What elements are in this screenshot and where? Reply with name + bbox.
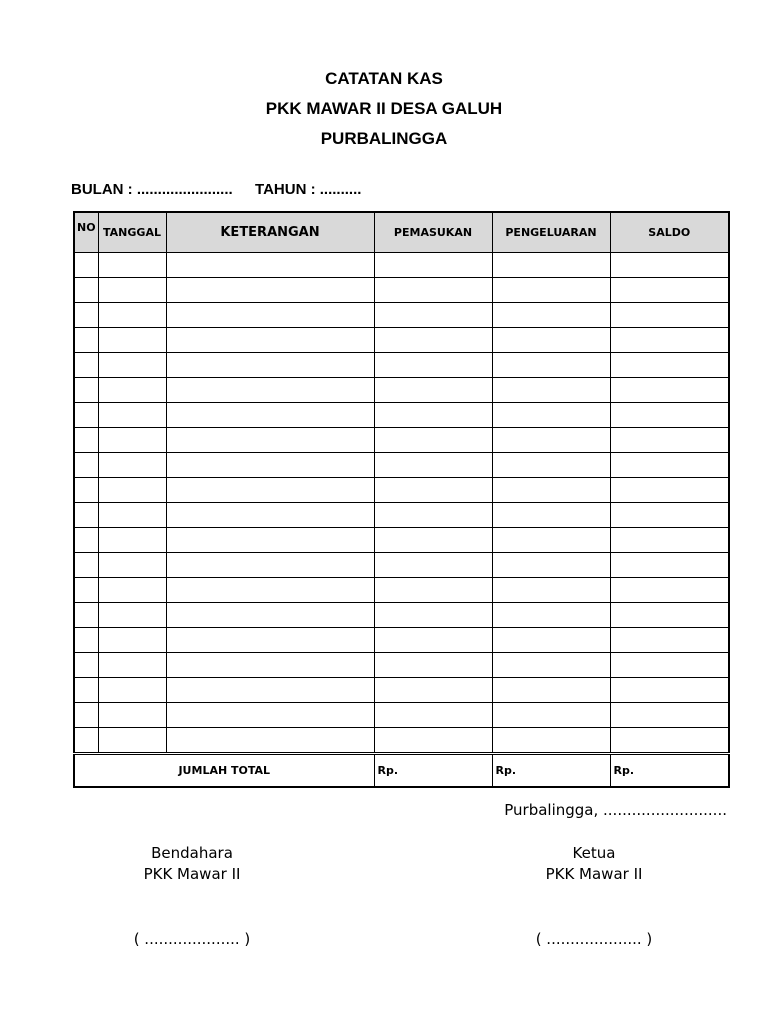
cell-keterangan: [166, 553, 374, 578]
cell-tanggal: [98, 503, 166, 528]
cell-pemasukan: [374, 503, 492, 528]
cell-pemasukan: [374, 303, 492, 328]
cell-tanggal: [98, 378, 166, 403]
cell-keterangan: [166, 678, 374, 703]
cell-saldo: [610, 253, 729, 278]
location-name: PURBALINGGA: [320, 129, 448, 148]
cell-keterangan: [166, 503, 374, 528]
cell-pengeluaran: [492, 278, 610, 303]
cell-pengeluaran: [492, 603, 610, 628]
cell-tanggal: [98, 603, 166, 628]
cell-tanggal: [98, 678, 166, 703]
column-header-pemasukan: PEMASUKAN: [374, 212, 492, 253]
cell-pemasukan: [374, 453, 492, 478]
cell-pengeluaran: [492, 453, 610, 478]
organization-name: PKK MAWAR II DESA GALUH: [265, 99, 503, 118]
cash-ledger-table: [73, 211, 730, 788]
cell-tanggal: [98, 428, 166, 453]
table-row: [74, 553, 729, 578]
cell-saldo: [610, 578, 729, 603]
table-row: [74, 378, 729, 403]
cell-keterangan: [166, 628, 374, 653]
cell-saldo: [610, 653, 729, 678]
cell-saldo: [610, 703, 729, 728]
table-row: [74, 628, 729, 653]
cell-tanggal: [98, 403, 166, 428]
cell-keterangan: [166, 578, 374, 603]
total-saldo: Rp.: [610, 754, 729, 788]
cell-pemasukan: [374, 628, 492, 653]
year-field: TAHUN : ..........: [255, 181, 362, 198]
cell-pengeluaran: [492, 303, 610, 328]
treasurer-role: Bendahara: [151, 844, 233, 862]
cell-saldo: [610, 278, 729, 303]
cell-tanggal: [98, 353, 166, 378]
cell-pengeluaran: [492, 253, 610, 278]
cell-saldo: [610, 528, 729, 553]
cell-pengeluaran: [492, 728, 610, 754]
cell-no: [74, 678, 98, 703]
table-body: [74, 253, 729, 754]
cell-tanggal: [98, 553, 166, 578]
month-field: BULAN : .......................: [71, 181, 233, 198]
table-row: [74, 578, 729, 603]
cell-no: [74, 353, 98, 378]
cell-keterangan: [166, 728, 374, 754]
cell-pengeluaran: [492, 503, 610, 528]
column-header-keterangan: KETERANGAN: [166, 212, 374, 253]
cell-pengeluaran: [492, 378, 610, 403]
cell-tanggal: [98, 478, 166, 503]
treasurer-signature-line: ( .................... ): [133, 930, 251, 948]
cell-no: [74, 278, 98, 303]
cell-pengeluaran: [492, 578, 610, 603]
chairman-org: PKK Mawar II: [545, 865, 643, 883]
cell-keterangan: [166, 328, 374, 353]
cell-pengeluaran: [492, 403, 610, 428]
cell-pemasukan: [374, 528, 492, 553]
cell-pengeluaran: [492, 653, 610, 678]
cell-keterangan: [166, 253, 374, 278]
cell-keterangan: [166, 303, 374, 328]
table-row: [74, 328, 729, 353]
table-row: [74, 653, 729, 678]
table-row: [74, 428, 729, 453]
cell-tanggal: [98, 528, 166, 553]
cell-keterangan: [166, 478, 374, 503]
cell-no: [74, 328, 98, 353]
cell-keterangan: [166, 603, 374, 628]
cell-keterangan: [166, 378, 374, 403]
total-pengeluaran: Rp.: [492, 754, 610, 788]
table-row: [74, 253, 729, 278]
cell-saldo: [610, 603, 729, 628]
cell-keterangan: [166, 453, 374, 478]
cell-pemasukan: [374, 678, 492, 703]
cell-no: [74, 303, 98, 328]
chairman-signature-line: ( .................... ): [535, 930, 653, 948]
cell-tanggal: [98, 578, 166, 603]
cell-keterangan: [166, 653, 374, 678]
table-row: [74, 528, 729, 553]
cell-pemasukan: [374, 578, 492, 603]
treasurer-org: PKK Mawar II: [143, 865, 241, 883]
cell-saldo: [610, 353, 729, 378]
treasurer-signature-block: [92, 843, 292, 885]
cell-keterangan: [166, 703, 374, 728]
cell-no: [74, 628, 98, 653]
column-header-tanggal: TANGGAL: [98, 212, 166, 253]
cell-tanggal: [98, 453, 166, 478]
cell-keterangan: [166, 353, 374, 378]
cell-no: [74, 428, 98, 453]
cell-saldo: [610, 378, 729, 403]
table-row: [74, 353, 729, 378]
column-header-no: NO: [74, 212, 98, 253]
cell-pengeluaran: [492, 478, 610, 503]
cell-pemasukan: [374, 653, 492, 678]
chairman-signature-block: [494, 843, 694, 885]
cell-pemasukan: [374, 378, 492, 403]
table-row: [74, 703, 729, 728]
cell-saldo: [610, 628, 729, 653]
cell-saldo: [610, 678, 729, 703]
cell-pengeluaran: [492, 628, 610, 653]
total-row: [74, 754, 729, 788]
cell-pengeluaran: [492, 703, 610, 728]
cell-pemasukan: [374, 553, 492, 578]
table-row: [74, 278, 729, 303]
cell-pengeluaran: [492, 528, 610, 553]
cell-no: [74, 703, 98, 728]
table-row: [74, 453, 729, 478]
table-row: [74, 678, 729, 703]
cell-keterangan: [166, 428, 374, 453]
cell-pemasukan: [374, 428, 492, 453]
cell-tanggal: [98, 628, 166, 653]
cell-pemasukan: [374, 478, 492, 503]
cell-no: [74, 578, 98, 603]
table-row: [74, 728, 729, 754]
cell-no: [74, 478, 98, 503]
cell-saldo: [610, 503, 729, 528]
cell-tanggal: [98, 278, 166, 303]
table-row: [74, 403, 729, 428]
cell-saldo: [610, 403, 729, 428]
cell-no: [74, 378, 98, 403]
cell-no: [74, 453, 98, 478]
column-header-saldo: SALDO: [610, 212, 729, 253]
cell-no: [74, 528, 98, 553]
cell-saldo: [610, 728, 729, 754]
cell-no: [74, 653, 98, 678]
cell-no: [74, 403, 98, 428]
cell-tanggal: [98, 328, 166, 353]
cell-pemasukan: [374, 353, 492, 378]
cell-pengeluaran: [492, 678, 610, 703]
table-row: [74, 503, 729, 528]
cell-pengeluaran: [492, 353, 610, 378]
cell-no: [74, 253, 98, 278]
cell-saldo: [610, 553, 729, 578]
cell-pemasukan: [374, 253, 492, 278]
total-pemasukan: Rp.: [374, 754, 492, 788]
cell-pemasukan: [374, 703, 492, 728]
cell-no: [74, 503, 98, 528]
cell-pemasukan: [374, 328, 492, 353]
table-row: [74, 478, 729, 503]
cell-saldo: [610, 428, 729, 453]
cell-tanggal: [98, 653, 166, 678]
cell-saldo: [610, 453, 729, 478]
cell-tanggal: [98, 703, 166, 728]
cell-keterangan: [166, 278, 374, 303]
table-row: [74, 303, 729, 328]
cell-pengeluaran: [492, 553, 610, 578]
cell-saldo: [610, 328, 729, 353]
cell-tanggal: [98, 728, 166, 754]
cell-no: [74, 553, 98, 578]
cell-pengeluaran: [492, 428, 610, 453]
cell-saldo: [610, 478, 729, 503]
cell-pemasukan: [374, 403, 492, 428]
cell-pengeluaran: [492, 328, 610, 353]
cell-pemasukan: [374, 278, 492, 303]
total-label: JUMLAH TOTAL: [74, 754, 374, 788]
cell-saldo: [610, 303, 729, 328]
cell-pemasukan: [374, 603, 492, 628]
cell-tanggal: [98, 253, 166, 278]
column-header-pengeluaran: PENGELUARAN: [492, 212, 610, 253]
cell-keterangan: [166, 528, 374, 553]
cell-no: [74, 603, 98, 628]
table-row: [74, 603, 729, 628]
cell-tanggal: [98, 303, 166, 328]
table-header-row: [74, 212, 729, 253]
chairman-role: Ketua: [572, 844, 616, 862]
document-title: CATATAN KAS: [325, 69, 443, 88]
cell-no: [74, 728, 98, 754]
place-date: Purbalingga, ..........................: [504, 801, 727, 819]
cell-keterangan: [166, 403, 374, 428]
cell-pemasukan: [374, 728, 492, 754]
period-line: [71, 181, 361, 198]
